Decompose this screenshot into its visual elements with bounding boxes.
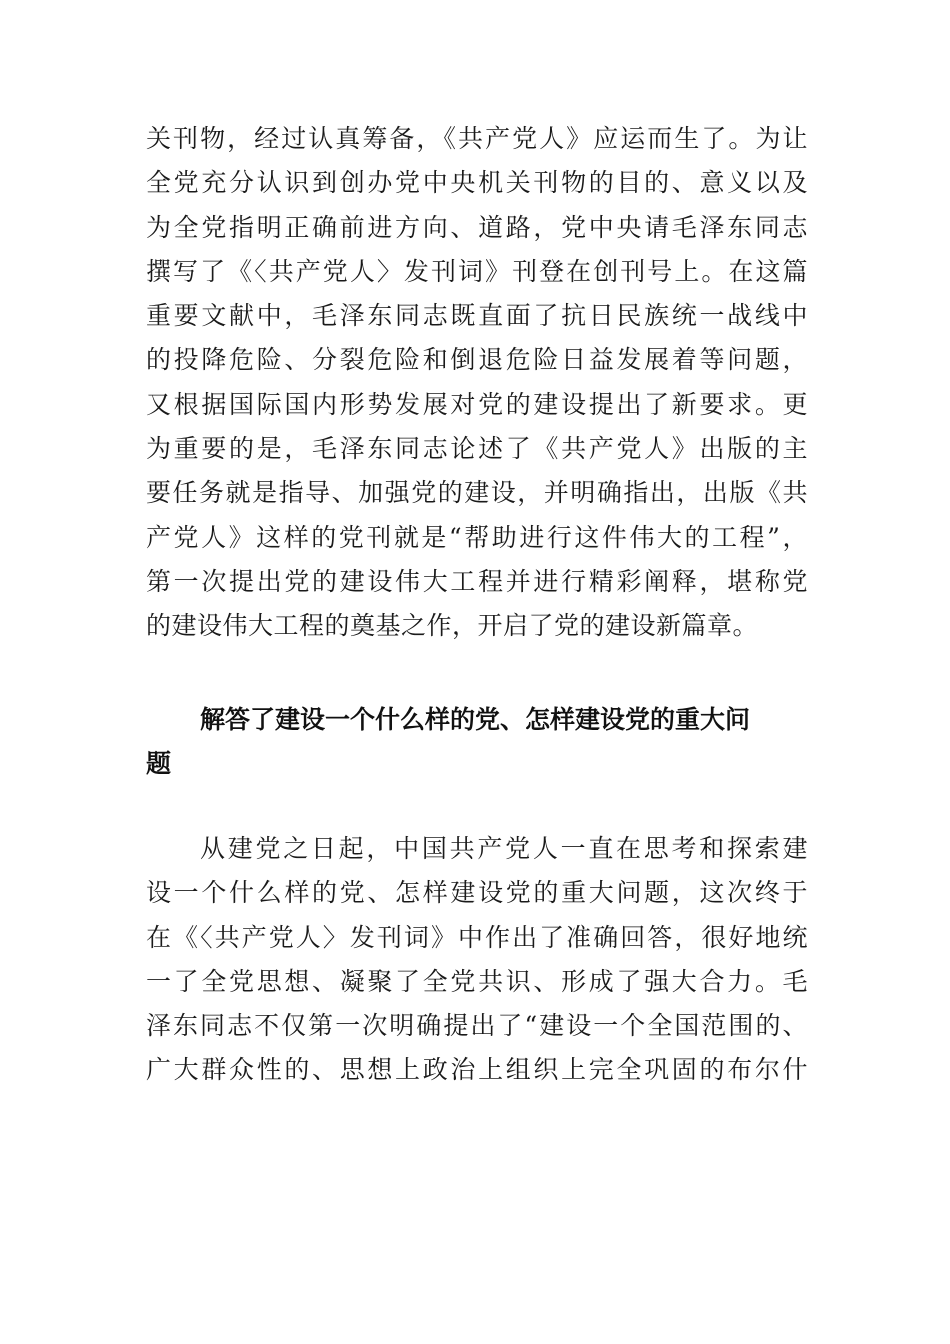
body-paragraph-2 (146, 827, 808, 1093)
paragraph-line: 一了全党思想、凝聚了全党共识、形成了强大合力。毛 (146, 966, 808, 996)
paragraph-line: 又根据国际国内形势发展对党的建设提出了新要求。更 (146, 389, 808, 419)
section-heading (146, 698, 808, 787)
paragraph-line: 第一次提出党的建设伟大工程并进行精彩阐释，堪称党 (146, 566, 808, 596)
paragraph-line: 重要文献中，毛泽东同志既直面了抗日民族统一战线中 (146, 301, 808, 331)
paragraph-line: 全党充分认识到创办党中央机关刊物的目的、意义以及 (146, 168, 808, 198)
paragraph-line: 的建设伟大工程的奠基之作，开启了党的建设新篇章。 (146, 611, 759, 641)
paragraph-line: 在《〈共产党人〉发刊词》中作出了准确回答，很好地统 (146, 922, 808, 952)
paragraph-line: 要任务就是指导、加强党的建设，并明确指出，出版《共 (146, 478, 808, 508)
paragraph-line: 泽东同志不仅第一次明确提出了“建设一个全国范围的、 (146, 1011, 808, 1041)
paragraph-line: 产党人》这样的党刊就是“帮助进行这件伟大的工程”， (146, 522, 808, 552)
paragraph-line: 从建党之日起，中国共产党人一直在思考和探索建 (200, 834, 808, 863)
heading-line: 题 (146, 749, 172, 779)
paragraph-line: 的投降危险、分裂危险和倒退危险日益发展着等问题， (146, 345, 808, 375)
paragraph-line: 为全党指明正确前进方向、道路，党中央请毛泽东同志 (146, 212, 808, 242)
heading-line: 解答了建设一个什么样的党、怎样建设党的重大问 (200, 705, 751, 734)
paragraph-line: 广大群众性的、思想上政治上组织上完全巩固的布尔什 (146, 1055, 808, 1085)
paragraph-line: 为重要的是，毛泽东同志论述了《共产党人》出版的主 (146, 434, 808, 464)
paragraph-line: 设一个什么样的党、怎样建设党的重大问题，这次终于 (146, 878, 808, 908)
body-paragraph-1 (146, 117, 808, 649)
paragraph-line: 关刊物，经过认真筹备，《共产党人》应运而生了。为让 (146, 124, 808, 153)
paragraph-line: 撰写了《〈共产党人〉发刊词》刊登在创刊号上。在这篇 (146, 256, 808, 286)
